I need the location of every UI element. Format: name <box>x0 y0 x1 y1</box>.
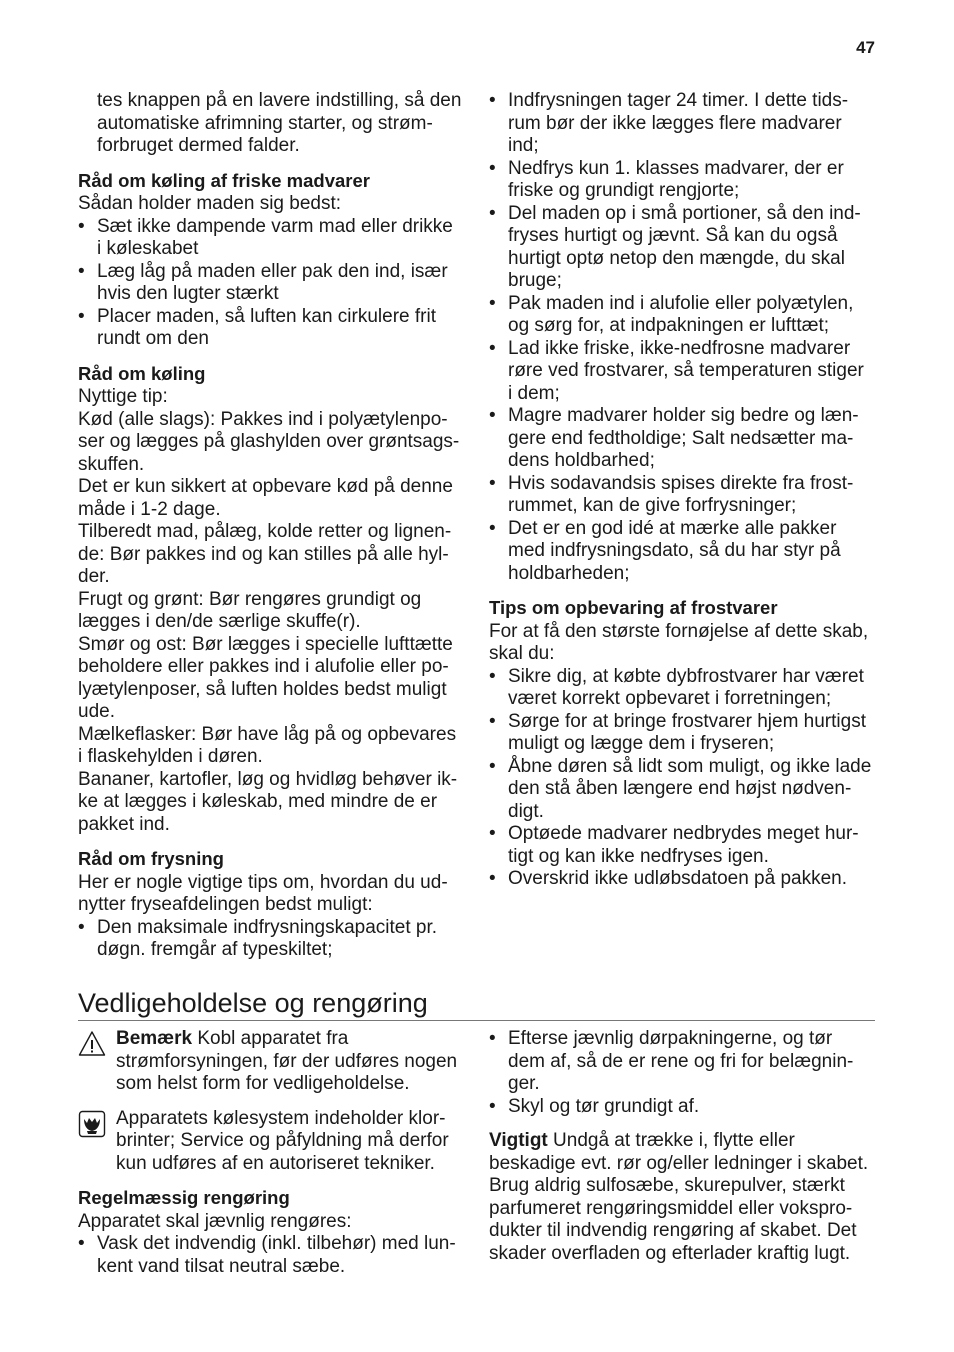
frozen-list <box>489 666 879 891</box>
list-item: • Pak maden ind i alufolie eller polyætylen, og sørg for, at indpakningen er lufttæt; <box>489 293 879 338</box>
important-paragraph: Vigtigt Undgå at trække i, flytte eller beskadige evt. rør og/eller ledninger i skabet. Brug aldrig sulfosæbe, skurepulver, stærkt parfumeret rengøringsmiddel eller vokspro- dukter til indvendig rengøring af skabet. Det skader overfladen og efterlader kraftig lugt. <box>489 1130 869 1264</box>
list-item: • Optøede madvarer nedbrydes meget hur- tigt og kan ikke nedfryses igen. <box>489 823 879 868</box>
fresh-lead: Sådan holder maden sig bedst: <box>78 193 342 214</box>
warning-text: Bemærk Kobl apparatet fra strømforsyningen, før der udføres nogen som helst form for vedligeholdelse. <box>116 1028 458 1094</box>
refrigerant-text: Apparatets kølesystem indeholder klor- brinter; Service og påfyldning må derfor kun udføres af en autoriseret tekniker. <box>116 1107 449 1174</box>
list-item: • Det er en god idé at mærke alle pakker med indfrysningsdato, så du har styr på holdbarheden; <box>489 518 879 586</box>
fresh-list <box>78 216 468 351</box>
list-item: • Placer maden, så luften kan cirkulere frit rundt om den <box>78 306 468 351</box>
heading-regular-cleaning: Regelmæssig rengøring <box>78 1187 290 1208</box>
list-item: • Sørge for at bringe frostvarer hjem hurtigst muligt og lægge dem i fryseren; <box>489 711 879 756</box>
list-item: • Lad ikke friske, ikke-nedfrosne madvarer røre ved frostvarer, så temperaturen stiger i dem; <box>489 338 879 406</box>
text-line: tes knappen på en lavere indstilling, så den <box>97 90 462 111</box>
left-column <box>78 90 468 962</box>
list-item: • Del maden op i små portioner, så den ind- fryses hurtigt og jævnt. Så kan du også hurtigt optø netop den mængde, du skal bruge; <box>489 203 879 293</box>
environment-hands-icon <box>78 1110 106 1138</box>
list-item: • Efterse jævnlig dørpakningerne, og tør dem af, så de er rene og fri for belægnin- ger. <box>489 1028 879 1096</box>
text-line: automatiske afrimning starter, og strøm- <box>97 112 433 134</box>
warning-triangle-icon <box>78 1030 106 1058</box>
page-number: 47 <box>856 38 875 57</box>
section-title-maintenance: Vedligeholdelse og rengøring <box>78 986 875 1021</box>
list-item: • Åbne døren så lidt som muligt, og ikke lade den stå åben længere end højst nødven- digt. <box>489 756 879 824</box>
list-item: • Indfrysningen tager 24 timer. I dette tids- rum bør der ikke lægges flere madvarer ind; <box>489 90 879 158</box>
list-item: • Skyl og tør grundigt af. <box>489 1096 879 1119</box>
list-item: • Sikre dig, at købte dybfrostvarer har været været korrekt opbevaret i forretningen; <box>489 666 879 711</box>
freezing-lead: Her er nogle vigtige tips om, hvordan du ud- nytter fryseafdelingen bedst muligt: <box>78 871 448 915</box>
right-column <box>489 90 879 891</box>
list-item: • Magre madvarer holder sig bedre og læn- gere end fedtholdige; Salt nedsætter ma- dens holdbarhed; <box>489 405 879 473</box>
heading-fresh-food: Råd om køling af friske madvarer <box>78 169 370 191</box>
heading-cooling: Råd om køling <box>78 362 206 384</box>
freezing-list-left <box>78 917 468 962</box>
cooling-paragraph: Nyttige tip: Kød (alle slags): Pakkes ind i polyætylenpo- ser og lægges på glashylden over grøntsags- skuffen. Det er kun sikkert at opbevare kød på denne måde i 1-2 dage. Tilberedt mad, pålæg, kolde retter og lignen- de: Bør pakkes ind og kan stilles på alle hyl- der. Frugt og grønt: Bør rengøres grundigt og lægges i den/de særlige skuffe(r). Smør og ost: Bør lægges i specielle lufttætte beholdere eller pakkes ind i alufolie eller po- lyætylenposer, så luften holdes bedst muligt ude. Mælkeflasker: Bør have låg på og opbevares i flaskehylden i døren. Bananer, kartofler, løg og hvidløg behøver ik- ke at lægges i køleskab, med mindre de er pakket ind. <box>78 386 460 835</box>
regular-list <box>78 1233 468 1278</box>
list-item: • Nedfrys kun 1. klasses madvarer, der er friske og grundigt rengjorte; <box>489 158 879 203</box>
maintenance-left-column <box>78 1028 468 1278</box>
freezing-list-right <box>489 90 879 585</box>
maintenance-list <box>489 1028 879 1118</box>
regular-lead: Apparatet skal jævnlig rengøres: <box>78 1210 352 1232</box>
frozen-lead: For at få den største fornøjelse af dette skab, skal du: <box>489 620 869 664</box>
list-item: • Sæt ikke dampende varm mad eller drikke i køleskabet <box>78 216 468 261</box>
intro-paragraph <box>78 90 468 158</box>
text-line: forbruget dermed falder. <box>97 135 300 156</box>
refrigerant-notice <box>78 1108 468 1176</box>
maintenance-right-column <box>489 1028 879 1265</box>
heading-frozen-storage: Tips om opbevaring af frostvarer <box>489 597 778 618</box>
list-item: • Den maksimale indfrysningskapacitet pr. døgn. fremgår af typeskiltet; <box>78 917 468 962</box>
warning-notice <box>78 1028 468 1096</box>
list-item: • Hvis sodavandsis spises direkte fra frost- rummet, kan de give forfrysninger; <box>489 473 879 518</box>
heading-freezing: Råd om frysning <box>78 848 224 869</box>
list-item: • Overskrid ikke udløbsdatoen på pakken. <box>489 868 879 891</box>
list-item: • Vask det indvendig (inkl. tilbehør) med lun- kent vand tilsat neutral sæbe. <box>78 1233 468 1278</box>
list-item: • Læg låg på maden eller pak den ind, især hvis den lugter stærkt <box>78 261 468 306</box>
